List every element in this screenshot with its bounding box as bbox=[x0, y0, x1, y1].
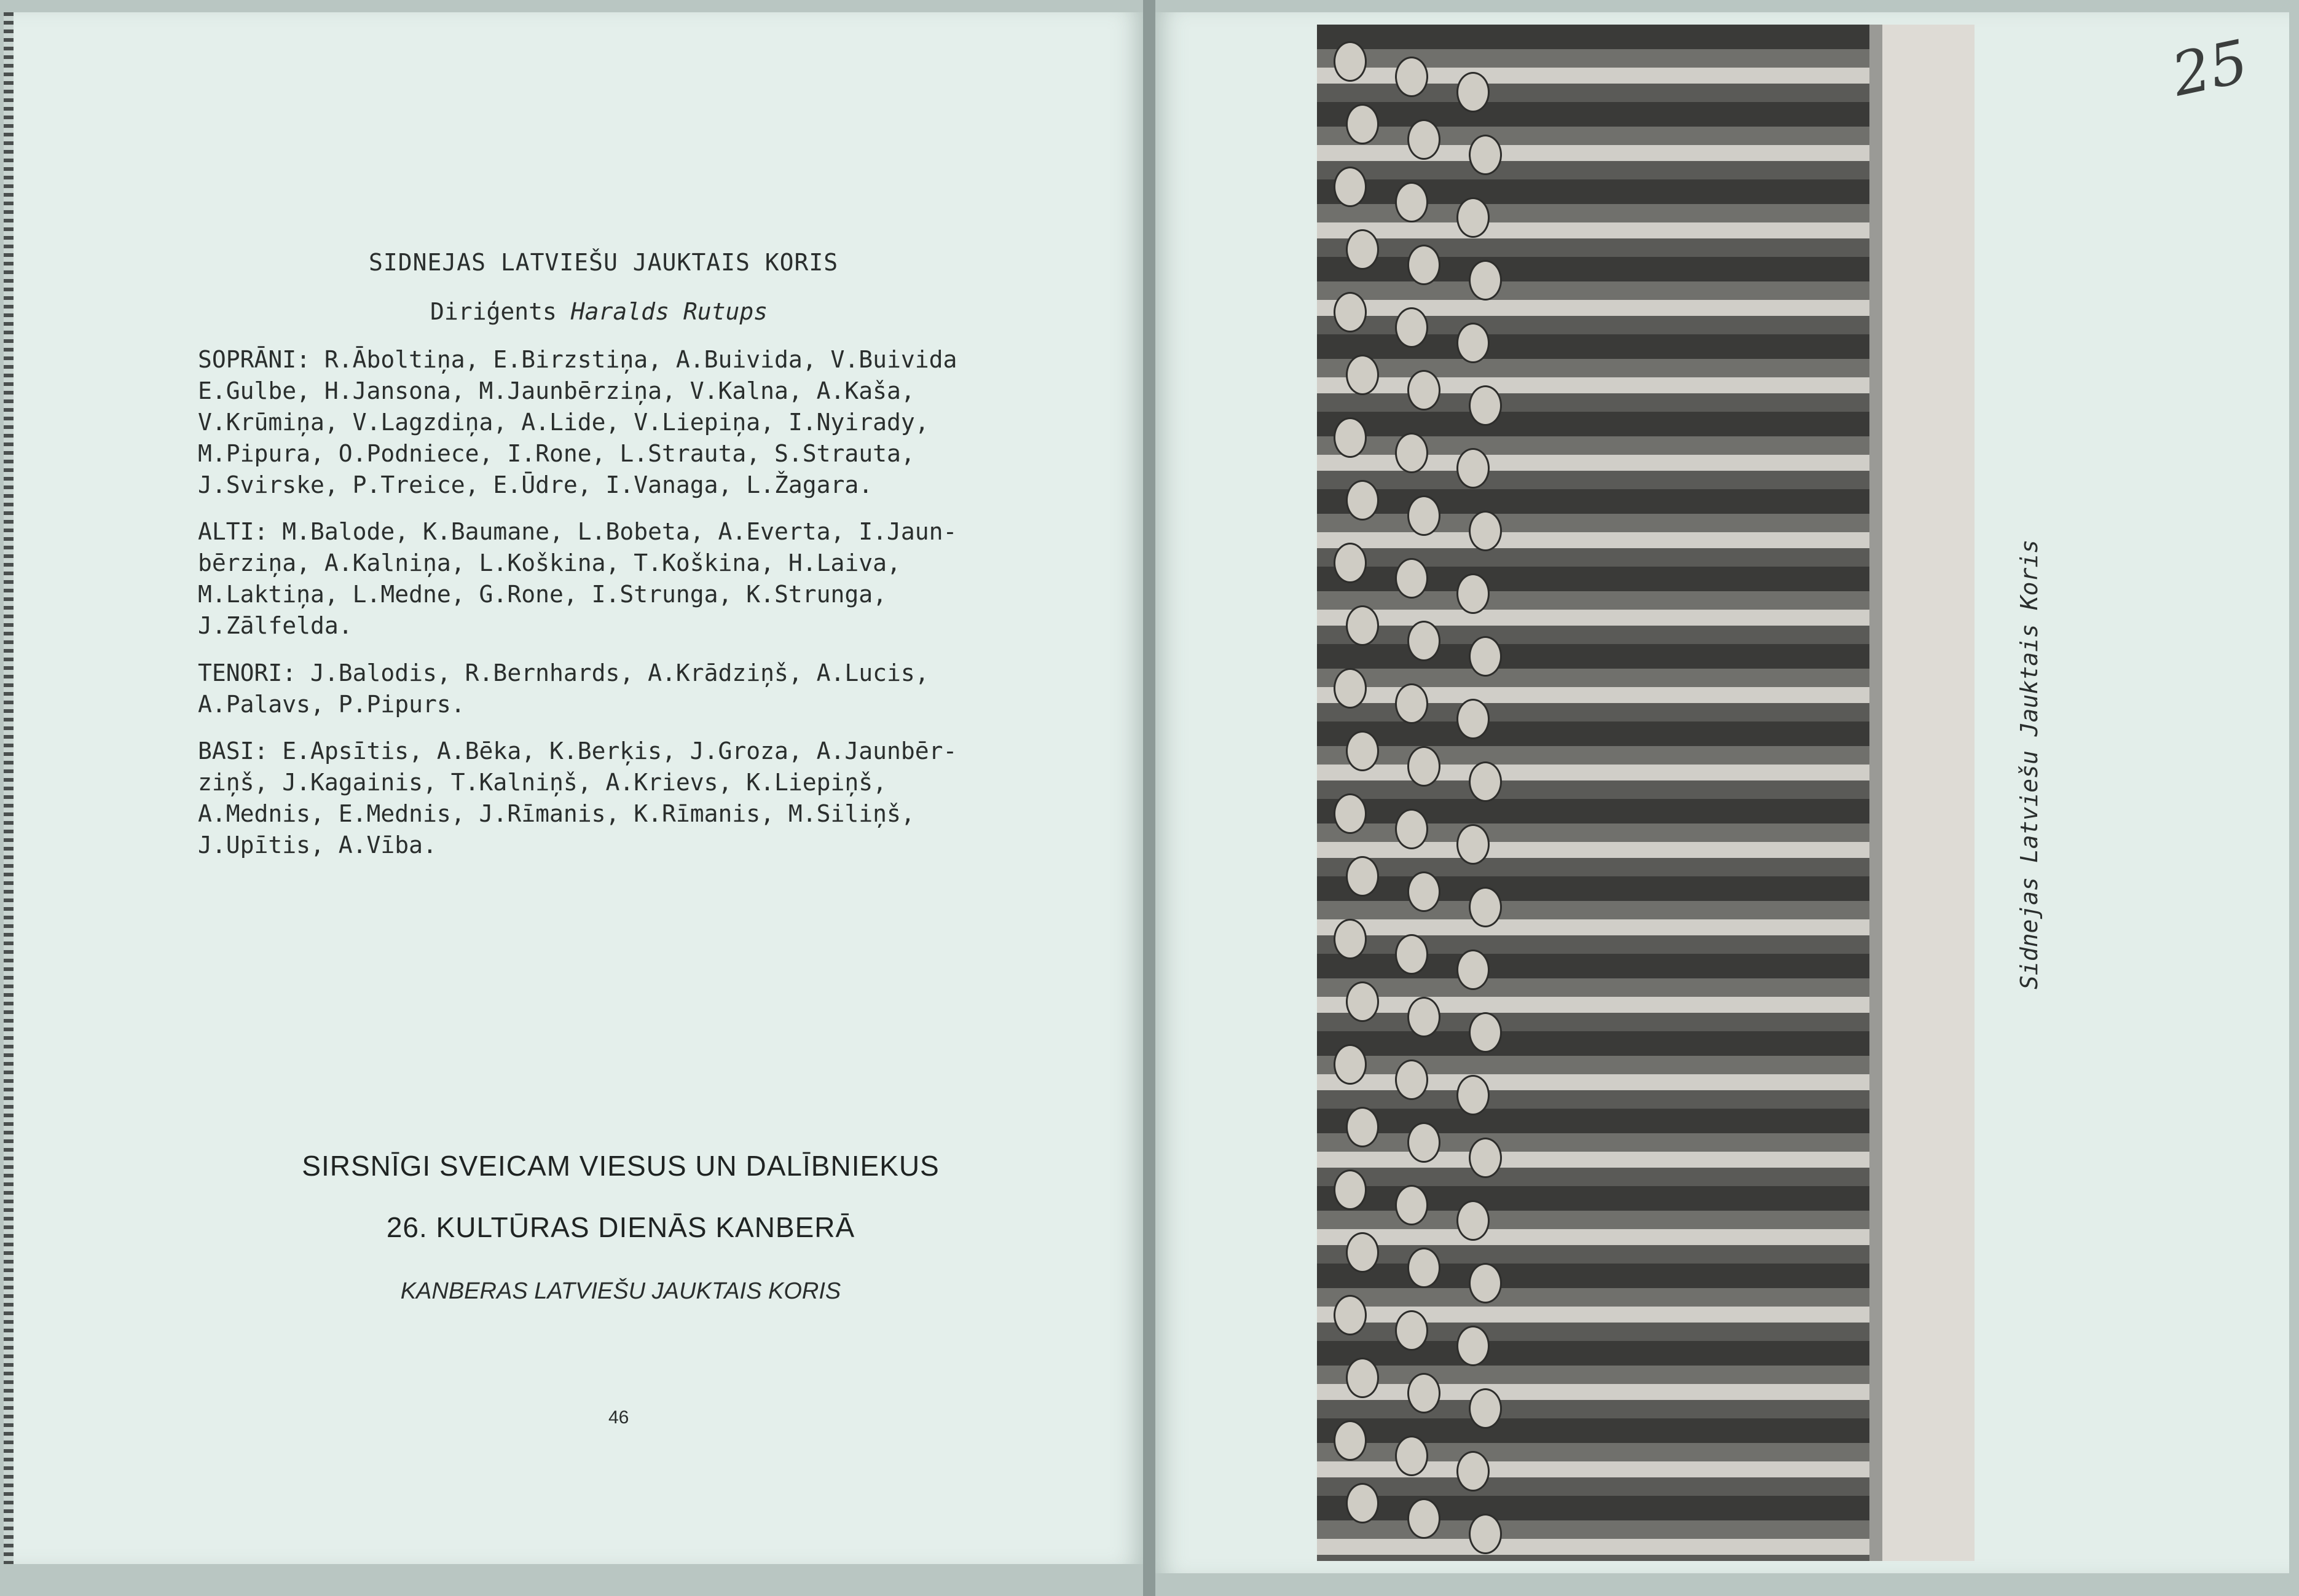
person-face bbox=[1348, 983, 1377, 1020]
person-face bbox=[1348, 482, 1377, 519]
basses-list: BASI: E.Apsītis, A.Bēka, K.Berķis, J.Groza, A.Jaunbēr- ziņš, J.Kagainis, T.Kalniņš, A.Krievs, K.Liepiņš, A.Mednis, E.Mednis, J.Rīmanis, K.Rīmanis, M.Siliņš, J.Upītis, A.Vība. bbox=[198, 737, 957, 859]
person-face bbox=[1335, 795, 1365, 832]
person-face bbox=[1471, 262, 1500, 299]
person-face bbox=[1397, 811, 1426, 847]
person-face bbox=[1409, 1500, 1439, 1537]
handwritten-page-number: 25 bbox=[2166, 26, 2254, 110]
person-face bbox=[1348, 1485, 1377, 1522]
person-face bbox=[1409, 372, 1439, 409]
person-face bbox=[1348, 356, 1377, 393]
person-face bbox=[1471, 1390, 1500, 1427]
person-face bbox=[1409, 748, 1439, 785]
person-face bbox=[1471, 1265, 1500, 1302]
person-face bbox=[1348, 231, 1377, 268]
person-face bbox=[1335, 921, 1365, 957]
person-face bbox=[1397, 309, 1426, 346]
choir-group-photo bbox=[1317, 25, 1975, 1561]
sopranos-list: SOPRĀNI: R.Āboltiņa, E.Birzstiņa, A.Buivida, V.Buivida E.Gulbe, H.Jansona, M.Jaunbērziņa, V.Kalna, A.Kaša, V.Krūmiņa, V.Lagzdiņa, A.Lide, V.Liepiņa, I.Nyirady, M.Pipura, O.Podniece, I.Rone, L.Strauta, S.Strauta, J.Svirske, P.Treice, E.Ūdre, I.Vanaga, L.Žagara. bbox=[198, 346, 957, 498]
person-face bbox=[1335, 294, 1365, 331]
person-face bbox=[1409, 1249, 1439, 1286]
person-face bbox=[1458, 199, 1488, 236]
person-face bbox=[1397, 1187, 1426, 1224]
person-face bbox=[1409, 999, 1439, 1036]
person-face bbox=[1335, 168, 1365, 205]
person-face bbox=[1335, 1422, 1365, 1459]
person-face bbox=[1397, 560, 1426, 597]
person-face bbox=[1335, 1297, 1365, 1334]
person-face bbox=[1397, 685, 1426, 722]
person-face bbox=[1397, 1061, 1426, 1098]
tenors-list: TENORI: J.Balodis, R.Bernhards, A.Krādziņš, A.Lucis, A.Palavs, P.Pipurs. bbox=[198, 659, 929, 718]
person-face bbox=[1458, 1327, 1488, 1364]
person-face bbox=[1458, 450, 1488, 487]
altos-list: ALTI: M.Balode, K.Baumane, L.Bobeta, A.Everta, I.Jaun- bērziņa, A.Kalniņa, L.Koškina, T.Koškina, H.Laiva, M.Laktiņa, L.Medne, G.Rone, I.Strunga, K.Strunga, J.Zālfelda. bbox=[198, 518, 957, 639]
person-face bbox=[1348, 733, 1377, 769]
person-face bbox=[1348, 1359, 1377, 1396]
person-face bbox=[1458, 575, 1488, 612]
person-face bbox=[1348, 1234, 1377, 1271]
person-face bbox=[1409, 1124, 1439, 1161]
person-face bbox=[1409, 623, 1439, 659]
person-face bbox=[1348, 106, 1377, 143]
conductor-label: Diriģents bbox=[430, 298, 557, 325]
person-face bbox=[1335, 1171, 1365, 1208]
photo-caption: Sidnejas Latviešu Jauktais Koris bbox=[2016, 539, 2043, 989]
person-face bbox=[1458, 701, 1488, 737]
person-face bbox=[1409, 1375, 1439, 1412]
person-face bbox=[1409, 121, 1439, 158]
person-face bbox=[1335, 419, 1365, 456]
person-face bbox=[1458, 1077, 1488, 1114]
person-face bbox=[1409, 497, 1439, 534]
person-face bbox=[1471, 1139, 1500, 1176]
person-face bbox=[1409, 246, 1439, 283]
page-number: 46 bbox=[608, 1407, 629, 1428]
person-face bbox=[1458, 74, 1488, 111]
person-face bbox=[1335, 1046, 1365, 1083]
person-face bbox=[1458, 1453, 1488, 1490]
person-face bbox=[1471, 1014, 1500, 1051]
person-face bbox=[1397, 434, 1426, 471]
person-face bbox=[1458, 324, 1488, 361]
person-face bbox=[1397, 184, 1426, 221]
person-face bbox=[1471, 136, 1500, 173]
person-face bbox=[1409, 873, 1439, 910]
person-face bbox=[1397, 1437, 1426, 1474]
person-face bbox=[1471, 513, 1500, 549]
person-face bbox=[1348, 858, 1377, 895]
greeting-line-2: 26. KULTŪRAS DIENĀS KANBERĀ bbox=[386, 1211, 855, 1243]
person-face bbox=[1335, 43, 1365, 80]
person-face bbox=[1471, 638, 1500, 675]
greeting-signature: KANBERAS LATVIEŠU JAUKTAIS KORIS bbox=[400, 1278, 841, 1304]
person-face bbox=[1397, 936, 1426, 973]
person-face bbox=[1348, 607, 1377, 644]
person-face bbox=[1458, 826, 1488, 863]
person-face bbox=[1397, 58, 1426, 95]
person-face bbox=[1471, 387, 1500, 424]
greeting-line-1: SIRSNĪGI SVEICAM VIESUS UN DALĪBNIEKUS bbox=[302, 1150, 940, 1182]
person-face bbox=[1458, 951, 1488, 988]
person-face bbox=[1335, 544, 1365, 581]
person-face bbox=[1471, 1515, 1500, 1552]
conductor-name: Haralds Rutups bbox=[570, 298, 768, 325]
choir-title: SIDNEJAS LATVIEŠU JAUKTAIS KORIS bbox=[369, 249, 839, 276]
person-face bbox=[1471, 763, 1500, 800]
person-face bbox=[1471, 889, 1500, 926]
photo-people bbox=[1317, 25, 1870, 1561]
person-face bbox=[1335, 670, 1365, 707]
person-face bbox=[1348, 1109, 1377, 1146]
person-face bbox=[1458, 1202, 1488, 1239]
person-face bbox=[1397, 1312, 1426, 1349]
conductor-line bbox=[430, 298, 768, 325]
book-gutter bbox=[1143, 0, 1155, 1596]
